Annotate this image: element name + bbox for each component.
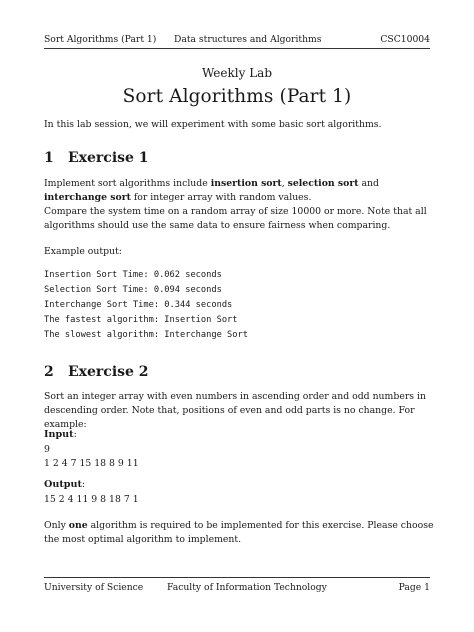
text-run: for integer array with random values.: [130, 192, 312, 203]
code-line: Interchange Sort Time: 0.344 seconds: [44, 300, 233, 310]
input-line-1: 9: [44, 444, 50, 455]
weekly-lab-label: Weekly Lab: [201, 66, 273, 80]
header-left: Sort Algorithms (Part 1): [44, 34, 157, 45]
section-1-number: 1: [44, 150, 54, 166]
exercise-1-paragraph-1: [44, 177, 434, 205]
bold-one: one: [68, 520, 88, 531]
section-2-number: 2: [44, 364, 54, 380]
text-run: Only: [44, 520, 69, 531]
section-1-title: Exercise 1: [68, 150, 149, 166]
footer-left: University of Science: [44, 582, 144, 593]
page-title: Sort Algorithms (Part 1): [122, 86, 352, 107]
section-2-heading: [44, 364, 149, 380]
output-label-text: Output: [44, 479, 82, 490]
header-right: CSC10004: [380, 34, 430, 45]
bold-interchange-sort: interchange sort: [44, 192, 131, 203]
input-label-text: Input: [44, 429, 74, 440]
code-line: Selection Sort Time: 0.094 seconds: [44, 285, 222, 295]
exercise-1-paragraph-2: Compare the system time on a random array of size 10000 or more. Note that all algorithms should use the same data to ensure fairness when comparing.: [44, 206, 427, 231]
exercise-2-note: [44, 519, 434, 547]
text-run: Implement sort algorithms include: [44, 178, 211, 189]
input-line-2: 1 2 4 7 15 18 8 9 11: [44, 458, 139, 469]
code-line: Insertion Sort Time: 0.062 seconds: [44, 270, 222, 280]
intro-paragraph: In this lab session, we will experiment with some basic sort algorithms.: [44, 119, 382, 130]
text-run: and: [358, 178, 379, 189]
running-footer: [44, 577, 430, 596]
running-header: [44, 34, 430, 49]
section-2-title: Exercise 2: [68, 364, 149, 380]
output-line-1: 15 2 4 11 9 8 18 7 1: [44, 494, 139, 505]
output-label: [44, 479, 85, 490]
code-line: The slowest algorithm: Interchange Sort: [44, 330, 248, 340]
page-number: Page 1: [398, 582, 430, 593]
input-label-colon: :: [73, 429, 77, 440]
output-label-colon: :: [81, 479, 86, 490]
text-run: ,: [281, 178, 288, 189]
footer-center: Faculty of Information Technology: [167, 582, 327, 593]
example-output-block: [44, 268, 248, 343]
input-label: [44, 429, 77, 440]
text-run: algorithm is required to be implemented for this exercise. Please choose the most optimal algorithm to implement.: [44, 520, 434, 545]
header-center: Data structures and Algorithms: [174, 34, 322, 45]
section-1-heading: [44, 150, 149, 166]
code-line: The fastest algorithm: Insertion Sort: [44, 315, 238, 325]
bold-insertion-sort: insertion sort: [210, 178, 282, 189]
bold-selection-sort: selection sort: [287, 178, 359, 189]
example-output-label: Example output:: [44, 246, 122, 257]
exercise-2-paragraph: Sort an integer array with even numbers in ascending order and odd numbers in descending order. Note that, positions of even and odd parts is no change. For example:: [44, 391, 426, 430]
